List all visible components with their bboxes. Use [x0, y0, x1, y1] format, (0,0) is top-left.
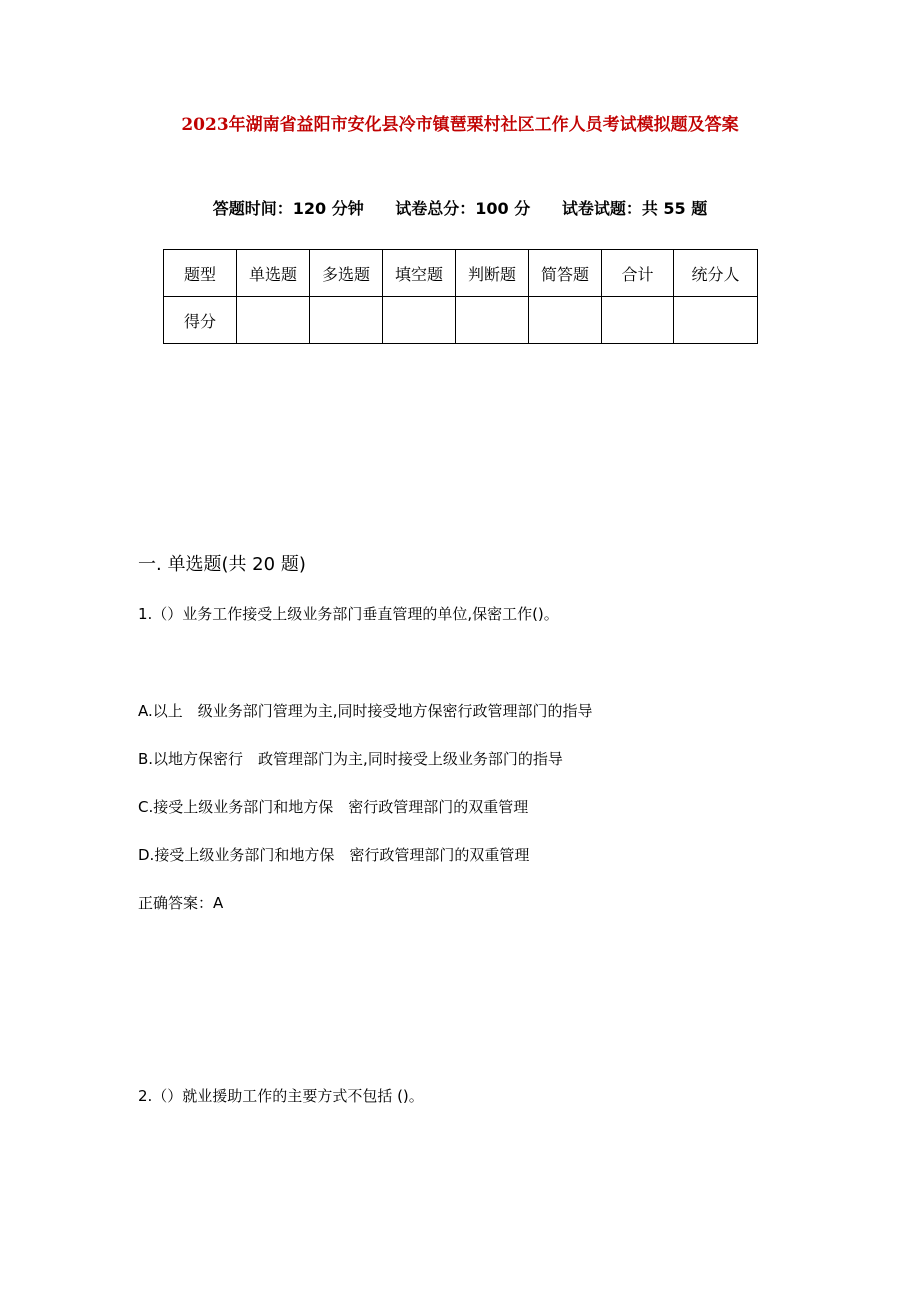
- score-cell-empty: [237, 297, 310, 344]
- score-cell-empty: [674, 297, 758, 344]
- question-1-option-d: D.接受上级业务部门和地方保 密行政管理部门的双重管理: [138, 846, 530, 864]
- score-table-header-cell: 填空题: [383, 250, 456, 297]
- question-2-stem: 2.（）就业援助工作的主要方式不包括 ()。: [138, 1087, 424, 1105]
- score-cell-empty: [456, 297, 529, 344]
- score-table: [163, 249, 758, 344]
- score-table-header-cell: 简答题: [529, 250, 602, 297]
- score-table-header-cell: 判断题: [456, 250, 529, 297]
- score-table-header-cell: 题型: [164, 250, 237, 297]
- score-cell-empty: [529, 297, 602, 344]
- score-table-header-cell: 单选题: [237, 250, 310, 297]
- score-cell-empty: [602, 297, 674, 344]
- score-table-score-row: [164, 297, 758, 344]
- score-table-header-cell: 合计: [602, 250, 674, 297]
- question-1-option-c: C.接受上级业务部门和地方保 密行政管理部门的双重管理: [138, 798, 529, 816]
- section-heading: 一. 单选题(共 20 题): [138, 554, 306, 575]
- score-table-header-cell: 统分人: [674, 250, 758, 297]
- score-table-header-row: [164, 250, 758, 297]
- exam-total-score: 试卷总分：100 分: [395, 199, 531, 218]
- score-cell-empty: [383, 297, 456, 344]
- score-table-header-cell: 多选题: [310, 250, 383, 297]
- question-1-stem: 1.（）业务工作接受上级业务部门垂直管理的单位,保密工作()。: [138, 605, 559, 623]
- exam-question-count: 试卷试题：共 55 题: [561, 199, 708, 218]
- exam-meta: [0, 197, 920, 221]
- document-title: 2023年湖南省益阳市安化县冷市镇琶栗村社区工作人员考试模拟题及答案: [181, 115, 739, 135]
- exam-time: 答题时间：120 分钟: [212, 199, 364, 218]
- question-1-option-b: B.以地方保密行 政管理部门为主,同时接受上级业务部门的指导: [138, 750, 563, 768]
- question-1-option-a: A.以上 级业务部门管理为主,同时接受地方保密行政管理部门的指导: [138, 702, 593, 720]
- score-cell-empty: [310, 297, 383, 344]
- score-row-label: 得分: [164, 297, 237, 344]
- question-1-answer: 正确答案：A: [138, 894, 224, 912]
